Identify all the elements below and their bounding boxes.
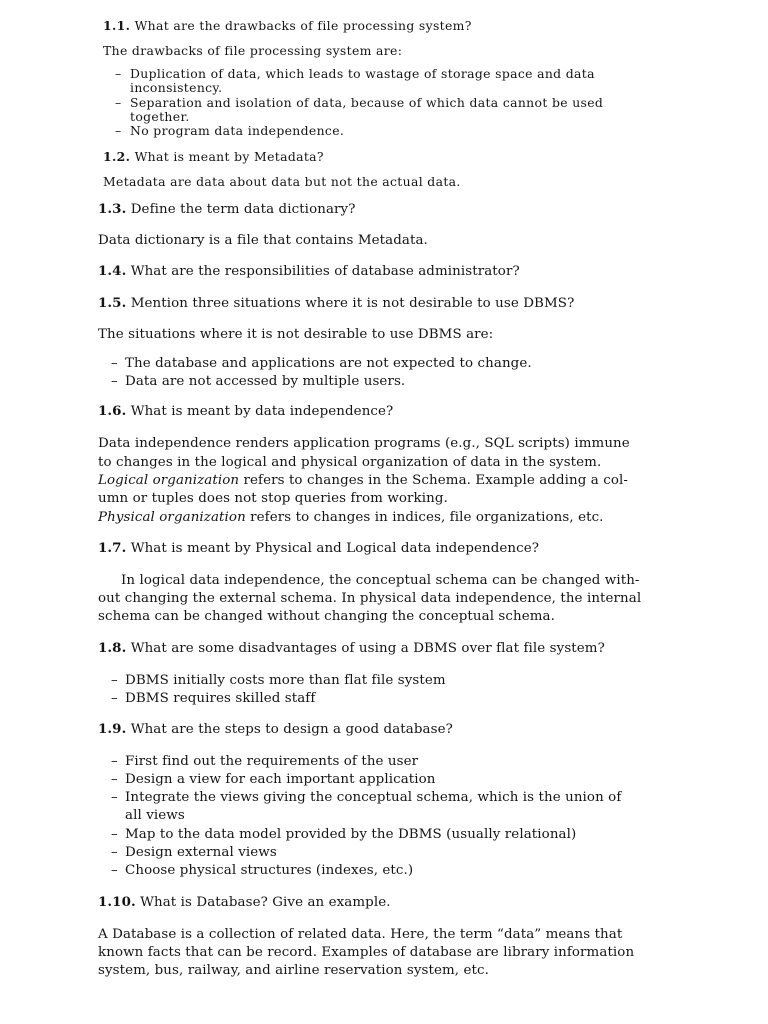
logical-organization-term: Logical organization: [98, 473, 240, 488]
question-text: What is meant by Physical and Logical data independence?: [130, 541, 540, 556]
question-number: 1.9.: [98, 721, 127, 737]
answer-text: Data dictionary is a file that contains Metadata.: [98, 233, 428, 248]
bullet-dash: –: [111, 827, 118, 842]
answer-intro: The situations where it is not desirable to use DBMS are:: [98, 327, 494, 342]
answer-text: In logical data independence, the conceptual schema can be changed with-: [121, 573, 640, 588]
question-number: 1.6.: [98, 403, 127, 419]
question-1-5: [98, 297, 574, 310]
bullet-dash: –: [111, 772, 118, 787]
question-text: What is Database? Give an example.: [140, 895, 391, 910]
question-text: What is meant by Metadata?: [134, 149, 324, 164]
bullet-text: inconsistency.: [130, 80, 223, 95]
bullet-text: Map to the data model provided by the DBMS (usually relational): [125, 827, 577, 842]
question-1-10: [98, 896, 391, 909]
answer-text: known facts that can be record. Examples of database are library information: [98, 945, 635, 960]
bullet-dash: –: [115, 95, 122, 110]
bullet-text: The database and applications are not expected to change.: [125, 356, 532, 371]
question-1-1: [103, 20, 472, 32]
question-number: 1.10.: [98, 894, 136, 910]
bullet-text: Duplication of data, which leads to wastage of storage space and data: [130, 66, 595, 81]
question-text: What are the steps to design a good database?: [130, 722, 453, 737]
question-number: 1.4.: [98, 263, 127, 279]
bullet-text: DBMS initially costs more than flat file system: [125, 673, 446, 688]
physical-organization-line: [98, 511, 604, 524]
question-text: What are the responsibilities of database administrator?: [130, 264, 520, 279]
bullet-text: No program data independence.: [130, 123, 345, 138]
bullet-dash: –: [111, 754, 118, 769]
bullet-text: together.: [130, 109, 190, 124]
bullet-text: Data are not accessed by multiple users.: [125, 374, 406, 389]
bullet-dash: –: [111, 374, 118, 389]
question-number: 1.2.: [103, 149, 131, 164]
bullet-dash: –: [111, 691, 118, 706]
question-text: What are some disadvantages of using a DBMS over flat file system?: [130, 641, 605, 656]
bullet-text: First find out the requirements of the user: [125, 754, 419, 769]
physical-organization-term: Physical organization: [98, 510, 246, 525]
answer-text: umn or tuples does not stop queries from working.: [98, 491, 448, 506]
answer-text: to changes in the logical and physical organization of data in the system.: [98, 455, 602, 470]
answer-text: schema can be changed without changing the conceptual schema.: [98, 609, 555, 624]
bullet-dash: –: [111, 356, 118, 371]
question-text: Mention three situations where it is not desirable to use DBMS?: [130, 296, 575, 311]
bullet-dash: –: [111, 673, 118, 688]
answer-text: Data independence renders application programs (e.g., SQL scripts) immune: [98, 436, 630, 451]
physical-organization-text: refers to changes in indices, file organizations, etc.: [245, 510, 604, 525]
answer-text: out changing the external schema. In physical data independence, the internal: [98, 591, 642, 606]
question-1-3: [98, 203, 355, 216]
logical-organization-text: refers to changes in the Schema. Example adding a col-: [239, 473, 628, 488]
answer-text: system, bus, railway, and airline reservation system, etc.: [98, 963, 489, 978]
question-text: What is meant by data independence?: [130, 404, 394, 419]
question-number: 1.8.: [98, 640, 127, 656]
question-1-7: [98, 542, 539, 555]
answer-text: Metadata are data about data but not the actual data.: [103, 174, 461, 189]
bullet-text: Design a view for each important application: [125, 772, 436, 787]
bullet-text: Integrate the views giving the conceptual schema, which is the union of: [125, 790, 622, 805]
question-1-9: [98, 723, 453, 736]
answer-text: A Database is a collection of related data. Here, the term “data” means that: [98, 927, 623, 942]
bullet-dash: –: [111, 863, 118, 878]
question-1-6: [98, 405, 393, 418]
bullet-text: Choose physical structures (indexes, etc.): [125, 863, 414, 878]
question-1-8: [98, 642, 605, 655]
question-number: 1.1.: [103, 18, 131, 33]
bullet-text: all views: [125, 808, 185, 823]
bullet-dash: –: [111, 845, 118, 860]
question-number: 1.3.: [98, 201, 127, 217]
question-1-2: [103, 151, 324, 163]
answer-intro: The drawbacks of file processing system are:: [103, 43, 403, 58]
bullet-text: Separation and isolation of data, because of which data cannot be used: [130, 95, 604, 110]
question-text: What are the drawbacks of file processing system?: [134, 18, 472, 33]
bullet-dash: –: [115, 66, 122, 81]
bullet-dash: –: [111, 790, 118, 805]
logical-organization-line: [98, 474, 628, 487]
bullet-dash: –: [115, 123, 122, 138]
question-text: Define the term data dictionary?: [130, 202, 356, 217]
question-1-4: [98, 265, 520, 278]
bullet-text: DBMS requires skilled staff: [125, 691, 316, 706]
bullet-text: Design external views: [125, 845, 277, 860]
question-number: 1.5.: [98, 295, 127, 311]
question-number: 1.7.: [98, 540, 127, 556]
